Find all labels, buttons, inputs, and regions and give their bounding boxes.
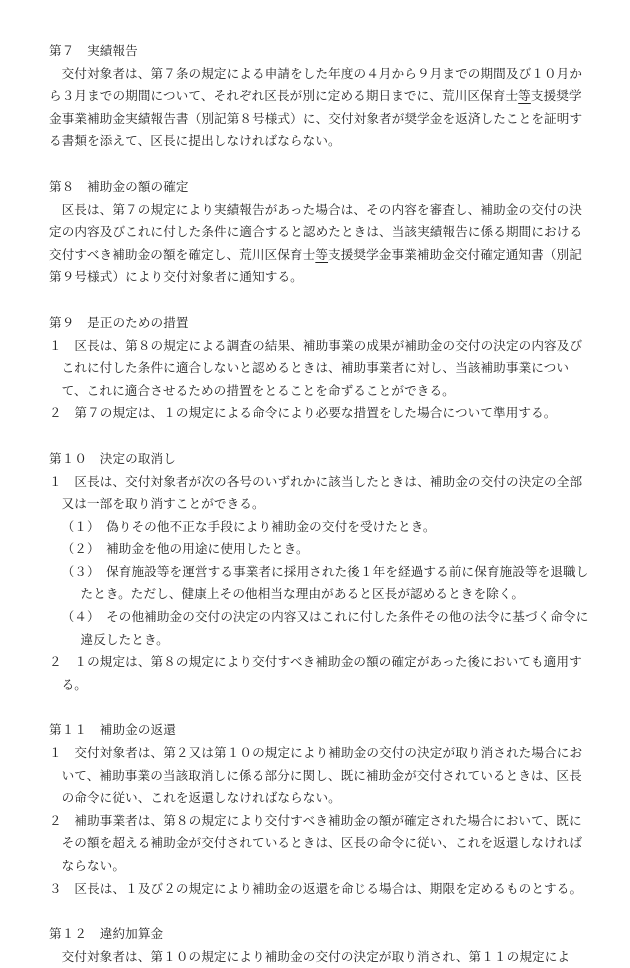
section-10 bbox=[49, 448, 594, 697]
list-item: １ 区長は、第８の規定による調査の結果、補助事業の成果が補助金の交付の決定の内容及びこれに付した条件に適合しないと認めるときは、補助事業者に対し、当該補助事業について、これに適合させるための措置をとることを命ずることができる。 bbox=[49, 337, 583, 398]
list-item: ２ 補助事業者は、第８の規定により交付すべき補助金の額が確定された場合において、既にその額を超える補助金が交付されているときは、区長の命令に従い、これを返還しなければならない。 bbox=[49, 812, 583, 873]
section-11 bbox=[49, 719, 594, 900]
underlined-text: 等 bbox=[315, 246, 329, 262]
text-run: 支援奨学金事業補助金交付確定通知書（別記第９号様式）により交付対象者に通知する。 bbox=[49, 246, 582, 285]
sub-list-item: （１） 偽りその他不正な手段により補助金の交付を受けたとき。 bbox=[61, 518, 436, 534]
section-heading: 第１０ 決定の取消し bbox=[49, 450, 176, 466]
list-item: ２ 第７の規定は、１の規定による命令により必要な措置をした場合について準用する。 bbox=[49, 405, 557, 421]
list-item: １ 区長は、交付対象者が次の各号のいずれかに該当したときは、補助金の交付の決定の全部又は一部を取り消すことができる。 bbox=[49, 473, 583, 512]
text-run: 区長は、第７の規定により実績報告があった場合は、その内容を審査し、補助金の交付の決定の内容及びこれに付した条件に適合すると認めたときは、当該実績報告に係る期間における交付すべき補助金の額を確定し、荒川区保育士 bbox=[49, 201, 583, 262]
list-item: ３ 区長は、１及び２の規定により補助金の返還を命じる場合は、期限を定めるものとする。 bbox=[49, 880, 583, 896]
section-heading: 第１２ 違約加算金 bbox=[49, 926, 164, 942]
sub-list-item: （４） その他補助金の交付の決定の内容又はこれに付した条件その他の法令に基づく命令に違反したとき。 bbox=[61, 609, 589, 647]
section-heading: 第７ 実績報告 bbox=[49, 43, 138, 58]
section-paragraph bbox=[49, 199, 594, 289]
section-9 bbox=[49, 312, 594, 425]
sub-list-item: （３） 保育施設等を運営する事業者に採用された後１年を経過する前に保育施設等を退職したとき。ただし、健康上その他相当な理由があると区長が認めるときを除く。 bbox=[61, 563, 589, 602]
section-12 bbox=[49, 923, 594, 968]
text-run: 交付対象者は、第７条の規定による申請をした年度の４月から９月までの期間及び１０月から３月までの期間について、それぞれ区長が別に定める期日までに、荒川区保育士 bbox=[49, 65, 583, 104]
section-heading: 第９ 是正のための措置 bbox=[49, 314, 189, 330]
section-paragraph bbox=[49, 63, 594, 153]
underlined-text: 等 bbox=[518, 88, 531, 104]
sub-list-item: （２） 補助金を他の用途に使用したとき。 bbox=[61, 541, 309, 557]
section-heading: 第１１ 補助金の返還 bbox=[49, 722, 176, 738]
text-run: 支援奨学金事業補助金実績報告書（別記第８号様式）に、交付対象者が奨学金を返済したことを証明する書類を添えて、区長に提出しなければならない。 bbox=[49, 88, 583, 149]
list-item: ２ １の規定は、第８の規定により交付すべき補助金の額の確定があった後においても適用する。 bbox=[49, 654, 582, 692]
list-item: １ 交付対象者は、第２又は第１０の規定により補助金の交付の決定が取り消された場合において、補助事業の当該取消しに係る部分に関し、既に補助金が交付されているときは、区長の命令に従い、これを返還しなければならない。 bbox=[49, 745, 583, 806]
section-heading: 第８ 補助金の額の確定 bbox=[49, 178, 189, 194]
section-7 bbox=[49, 40, 594, 153]
section-paragraph: 交付対象者は、第１０の規定により補助金の交付の決定が取り消され、第１１の規定によ bbox=[61, 948, 571, 964]
section-8 bbox=[49, 176, 594, 289]
